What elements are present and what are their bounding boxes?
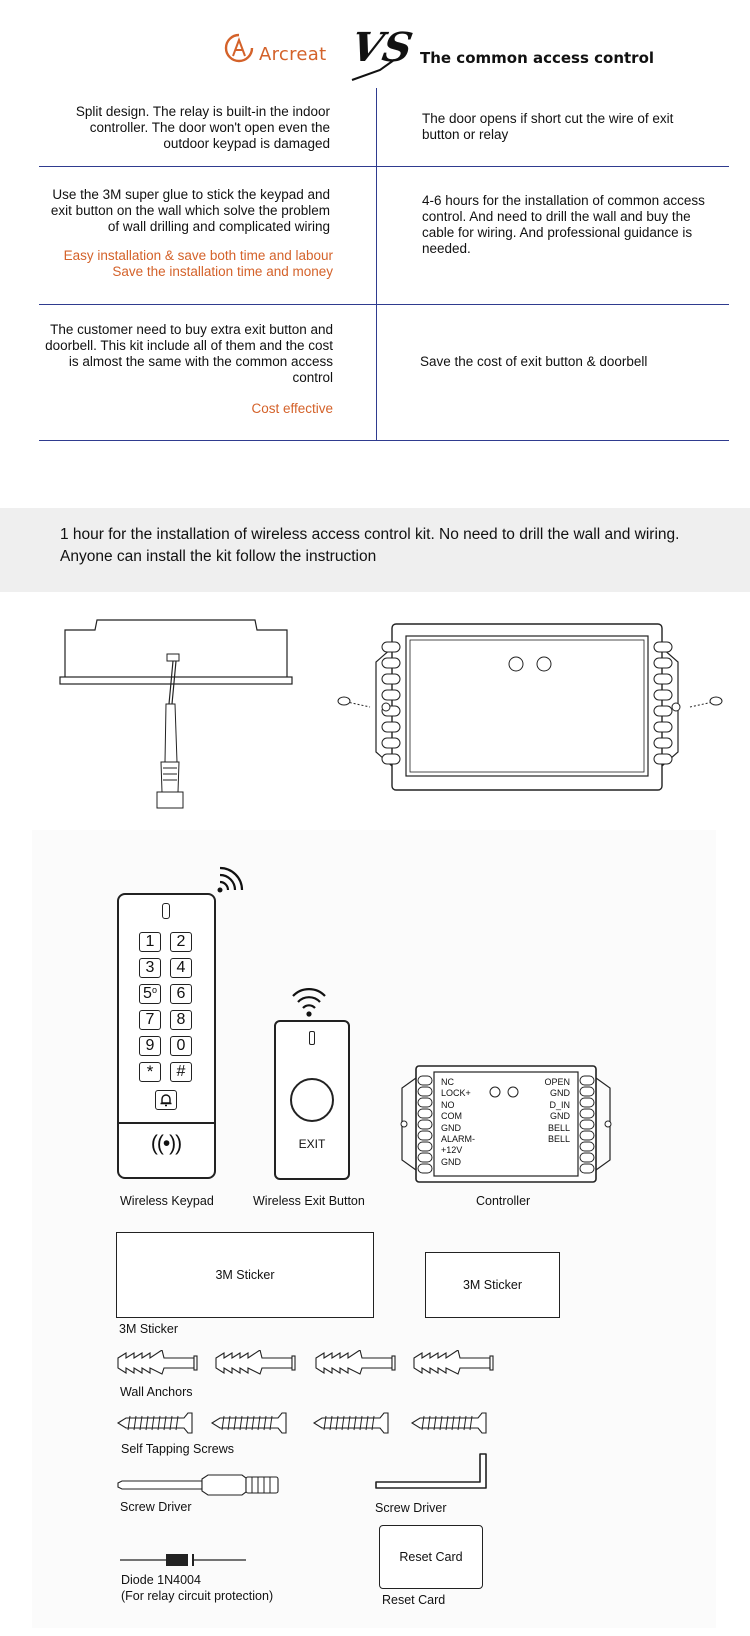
keypad-key[interactable] — [170, 958, 192, 978]
key-label-superscript: o — [151, 985, 157, 995]
wireless-signal-icon — [292, 985, 326, 1019]
rfid-icon: ((•)) — [150, 1132, 182, 1155]
row-divider-2 — [39, 304, 729, 305]
terminal-label: OPEN — [544, 1077, 570, 1087]
keypad-key[interactable] — [139, 1062, 161, 1082]
sticker-small-label: 3M Sticker — [462, 1278, 523, 1292]
row-3-right-text: Save the cost of exit button & doorbell — [420, 354, 648, 369]
allen-key-icon — [372, 1452, 492, 1492]
row-2-right-text: 4-6 hours for the installation of common access control. And need to drill the wall and buy the cable for wiring. And professional guidance is needed. — [422, 193, 705, 256]
keypad-key[interactable] — [170, 1062, 192, 1082]
exit-led-slot — [309, 1031, 315, 1045]
sticker-caption: 3M Sticker — [119, 1322, 179, 1336]
keypad-key[interactable] — [170, 984, 192, 1004]
vs-mark: VS — [347, 24, 417, 71]
diode-note: (For relay circuit protection) — [121, 1589, 274, 1603]
screwdriver-icon — [116, 1474, 282, 1496]
key-label: 0 — [176, 1037, 186, 1054]
self-tapping-screws-label: Self Tapping Screws — [121, 1442, 235, 1456]
terminal-label: ALARM- — [441, 1134, 476, 1145]
terminal-label: COM — [441, 1111, 462, 1122]
controller-mounting-diagram — [336, 618, 726, 796]
keypad-key[interactable] — [139, 958, 161, 978]
terminal-label: GND — [441, 1156, 461, 1167]
row-2-left-text: Use the 3M super glue to stick the keypad and exit button on the wall which solve the problem of wall drilling and complicated wiring — [50, 187, 330, 234]
competitor-title: The common access control — [420, 49, 655, 67]
controller-terminals-left — [441, 1077, 475, 1168]
controller-drawing — [396, 1064, 616, 1184]
row-1-right-text: The door opens if short cut the wire of exit button or relay — [422, 111, 674, 142]
doorbell-key[interactable] — [155, 1090, 177, 1110]
band-line-1: 1 hour for the installation of wireless access control kit. No need to drill the wall and wiring. — [60, 526, 680, 543]
keypad-key[interactable] — [170, 1036, 192, 1056]
terminal-label: NO — [441, 1099, 455, 1110]
reset-card — [379, 1525, 483, 1589]
terminal-label: +12V — [441, 1145, 463, 1156]
wireless-signal-icon — [216, 864, 246, 894]
key-label: 8 — [176, 1011, 186, 1028]
bell-icon — [159, 1093, 173, 1107]
wall-anchors-icon — [116, 1350, 496, 1376]
exit-push-button[interactable] — [290, 1078, 334, 1122]
terminal-label: NC — [441, 1077, 454, 1087]
screw-driver-label-1: Screw Driver — [120, 1500, 192, 1514]
keypad-side-view-diagram — [55, 612, 295, 812]
row-2-highlight-1: Easy installation & save both time and labour — [63, 248, 333, 263]
keypad-key[interactable] — [139, 984, 161, 1004]
controller-label: Controller — [476, 1194, 531, 1208]
row-1-left-text: Split design. The relay is built-in the indoor controller. The door won't open even the outdoor keypad is damaged — [75, 104, 330, 151]
key-label: 5 — [143, 985, 152, 1002]
keypad-led-slot — [162, 903, 170, 919]
sticker-large — [116, 1232, 374, 1318]
key-label: 6 — [176, 985, 186, 1002]
terminal-label: GND — [550, 1111, 570, 1122]
brand-name: Arcreat — [259, 44, 327, 65]
arcreat-logo-icon — [223, 32, 255, 64]
terminal-label: GND — [441, 1122, 461, 1133]
sticker-small — [425, 1252, 560, 1318]
table-center-divider — [376, 88, 377, 440]
reset-card-caption: Reset Card — [382, 1593, 446, 1607]
key-label: # — [176, 1063, 186, 1080]
diode-icon — [120, 1552, 246, 1568]
wireless-keypad-label: Wireless Keypad — [120, 1194, 214, 1208]
exit-label: EXIT — [298, 1137, 326, 1151]
row-3-highlight: Cost effective — [251, 401, 333, 416]
screw-driver-label-2: Screw Driver — [375, 1501, 447, 1515]
keypad-key[interactable] — [170, 1010, 192, 1030]
sticker-large-label: 3M Sticker — [215, 1268, 275, 1282]
key-label: * — [146, 1062, 154, 1081]
keypad-lower-divider — [119, 1122, 214, 1124]
terminal-label: GND — [550, 1088, 570, 1099]
terminal-label: BELL — [547, 1122, 570, 1133]
wall-anchors-label: Wall Anchors — [120, 1385, 193, 1399]
key-label: 2 — [176, 933, 186, 950]
key-label: 7 — [145, 1011, 155, 1028]
diode-label: Diode 1N4004 — [121, 1573, 201, 1587]
terminal-label: BELL — [547, 1134, 570, 1145]
terminal-label: D_IN — [549, 1099, 570, 1110]
keypad-key[interactable] — [139, 932, 161, 952]
band-line-2: Anyone can install the kit follow the instruction — [60, 548, 377, 565]
brush-stroke-icon — [350, 58, 400, 82]
reset-card-text: Reset Card — [399, 1550, 463, 1564]
controller-terminals-right — [520, 1077, 570, 1145]
key-label: 9 — [145, 1037, 155, 1054]
terminal-label: LOCK+ — [441, 1088, 471, 1099]
row-divider-1 — [39, 166, 729, 167]
self-tapping-screws-icon — [116, 1412, 496, 1434]
row-3-left-text: The customer need to buy extra exit button and doorbell. This kit include all of them and the cost is almost the same with the common access control — [45, 322, 333, 385]
keypad-key[interactable] — [139, 1036, 161, 1056]
key-label: 1 — [145, 933, 155, 950]
key-label: 4 — [176, 959, 186, 976]
row-2-highlight-2: Save the installation time and money — [112, 264, 333, 279]
key-label: 3 — [145, 959, 155, 976]
keypad-key[interactable] — [139, 1010, 161, 1030]
row-divider-3 — [39, 440, 729, 441]
wireless-exit-button-label: Wireless Exit Button — [253, 1194, 365, 1208]
keypad-key[interactable] — [170, 932, 192, 952]
header — [0, 0, 750, 90]
